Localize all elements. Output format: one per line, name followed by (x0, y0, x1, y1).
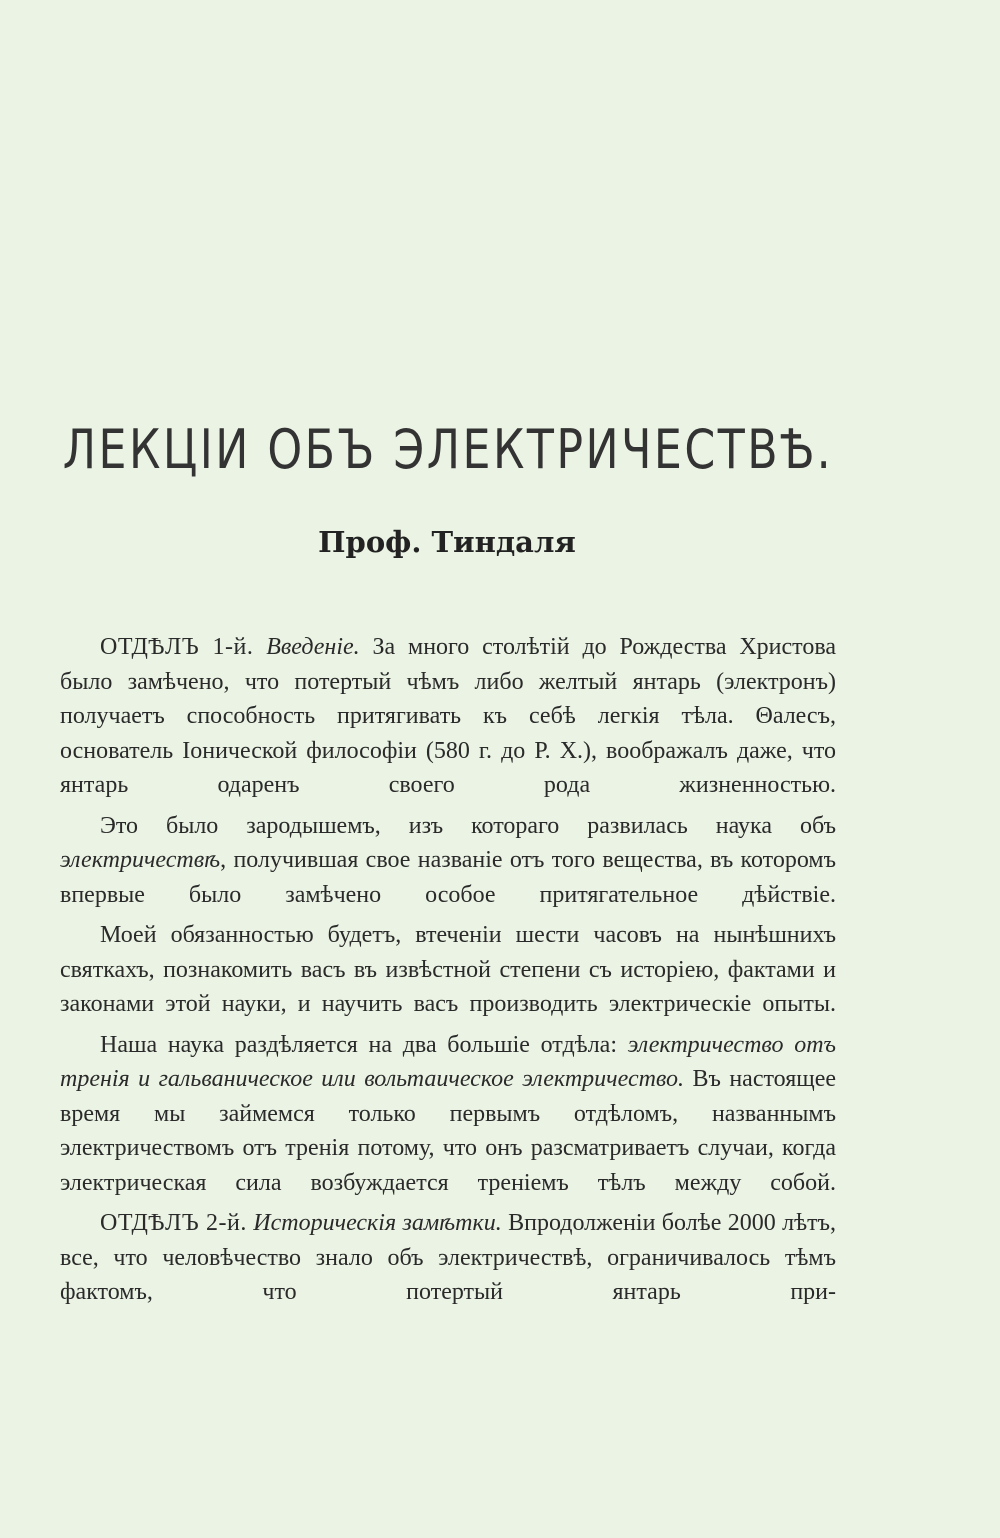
section-heading: ОТДѢЛЪ 1-й. (100, 634, 254, 660)
italic-term: электричество отъ тренія и гальваническое или вольтаическое электричество. (60, 1031, 837, 1092)
author-subtitle (0, 522, 1000, 562)
paragraph-text: , получившая свое названіе отъ того вещества, въ которомъ впервые было замѣчено особое притягательное дѣйствіе. (60, 847, 836, 908)
paragraph-4 (60, 1028, 836, 1201)
paragraph-text: За много столѣтій до Рождества Христова было замѣчено, что потертый чѣмъ либо желтый янтарь (электронъ) получаетъ способность притягивать къ себѣ легкія тѣла. Θалесъ, основатель Іонической философіи (580 г. до Р. Х.), воображалъ даже, что янтарь одаренъ своего рода жизненностью. (60, 634, 837, 798)
paragraph-text: Въ настоящее время мы займемся только первымъ отдѣломъ, названнымъ электричествомъ отъ тренія потому, что онъ разсматриваетъ случаи, когда электрическая сила возбуждается треніемъ тѣлъ между собой. (60, 1066, 837, 1196)
paragraph-3 (60, 918, 836, 1022)
paragraph-1 (60, 630, 836, 803)
paragraph-text: Впродолженіи болѣе 2000 лѣтъ, все, что человѣчество знало объ электричествѣ, ограничивалось тѣмъ фактомъ, что потертый янтарь при- (60, 1210, 837, 1305)
paragraph-text: Моей обязанностью будетъ, втеченіи шести часовъ на нынѣшнихъ святкахъ, познакомить васъ въ извѣстной степени съ исторіею, фактами и законами этой науки, и научить васъ производить электрическіе опыты. (60, 922, 836, 1017)
body-text (60, 630, 836, 1316)
paragraph-2 (60, 809, 836, 913)
section-title: Историческія замѣтки. (253, 1210, 502, 1236)
lecture-title (62, 418, 901, 482)
author-subtitle-text: Проф. Тиндаля (318, 525, 576, 559)
paragraph-text: Наша наука раздѣляется на два большіе отдѣла: (100, 1031, 617, 1058)
section-heading: ОТДѢЛЪ 2-й. (100, 1210, 247, 1236)
italic-term: электричествѣ (60, 847, 221, 873)
lecture-title-text: ЛЕКЦІИ ОБЪ ЭЛЕКТРИЧЕСТВѢ. (62, 418, 834, 481)
section-title: Введеніе. (266, 634, 360, 660)
paragraph-5 (60, 1206, 836, 1310)
paragraph-text: Это было зародышемъ, изъ котораго развилась наука объ (100, 812, 836, 839)
